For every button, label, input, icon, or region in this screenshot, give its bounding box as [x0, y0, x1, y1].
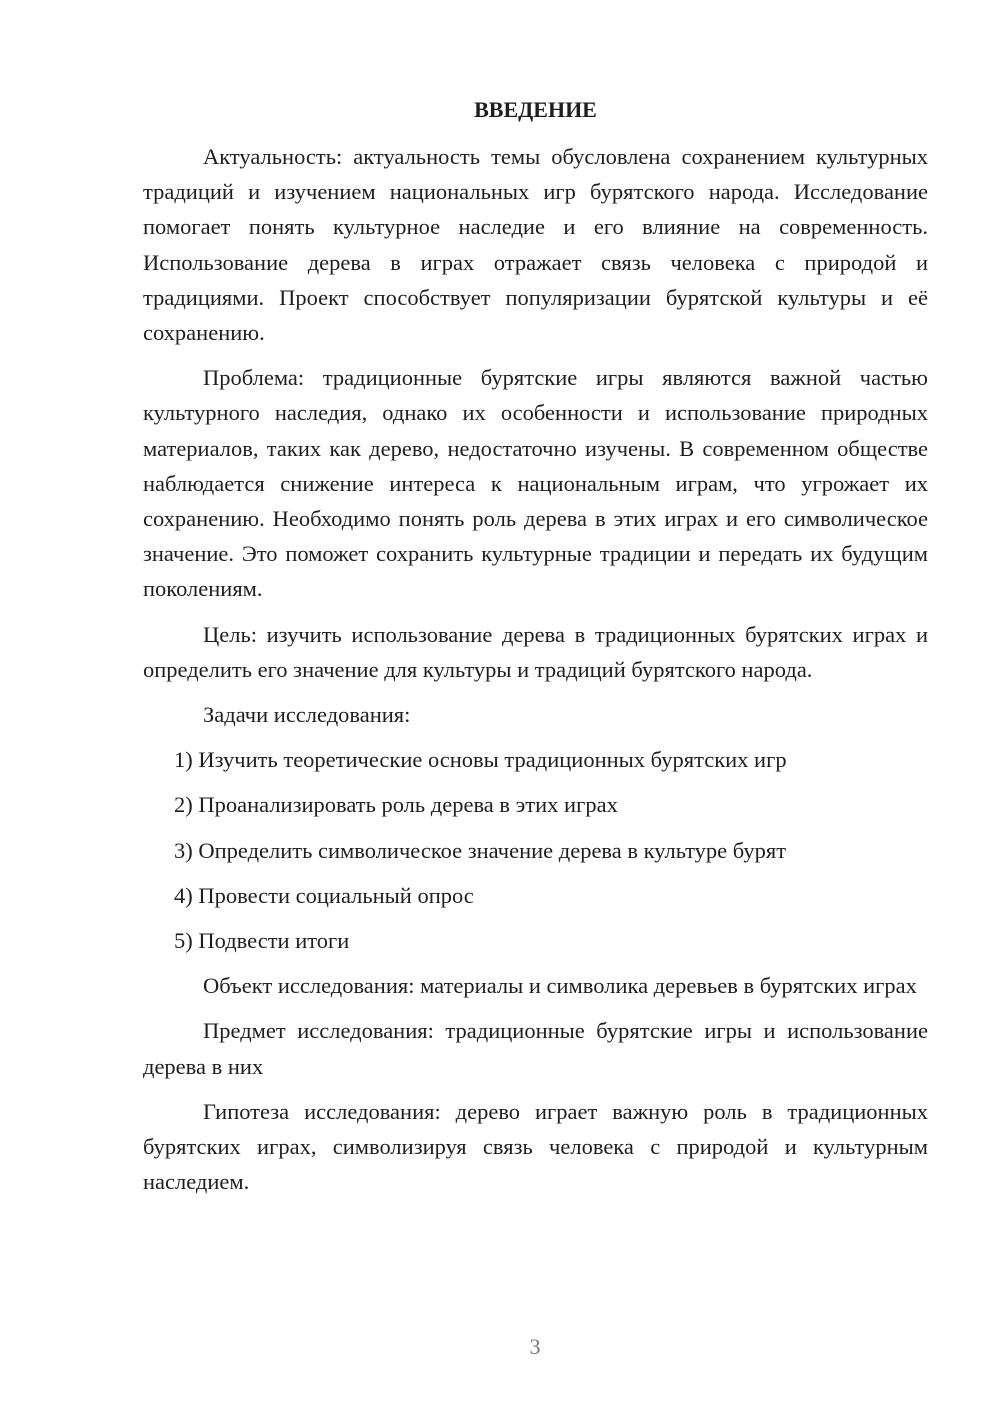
- page-number: 3: [529, 1334, 541, 1359]
- hypothesis-paragraph: Гипотеза исследования: дерево играет важную роль в традиционных бурятских играх, символизируя связь человека с природой и культурным наследием.: [143, 1098, 928, 1195]
- task-item: 5) Подвести итоги: [174, 928, 350, 954]
- relevance-paragraph: Актуальность: актуальность темы обусловлена сохранением культурных традиций и изучением национальных игр бурятского народа. Исследование помогает понять культурное наследие и его влияние на современность. Использование дерева в играх отражает связь человека с природой и традициями. Проект способствует популяризации бурятской культуры и её сохранению.: [143, 144, 928, 346]
- problem-paragraph: Проблема: традиционные бурятские игры являются важной частью культурного наследия, однако их особенности и использование природных материалов, таких как дерево, недостаточно изучены. В современном обществе наблюдается снижение интереса к национальным играм, что угрожает их сохранению. Необходимо понять роль дерева в этих играх и его символическое значение. Это поможет сохранить культурные традиции и передать их будущим поколениям.: [143, 365, 928, 602]
- object-paragraph: Объект исследования: материалы и символика деревьев в бурятских играх: [203, 973, 917, 999]
- task-item: 1) Изучить теоретические основы традиционных бурятских игр: [174, 747, 787, 773]
- tasks-list: [143, 742, 928, 958]
- task-item: 4) Провести социальный опрос: [174, 882, 474, 908]
- task-item: 2) Проанализировать роль дерева в этих играх: [174, 792, 618, 818]
- page-content: [143, 92, 928, 1199]
- section-title: ВВЕДЕНИЕ: [474, 97, 597, 122]
- subject-paragraph: Предмет исследования: традиционные бурятские игры и использование дерева в них: [143, 1018, 928, 1079]
- goal-paragraph: Цель: изучить использование дерева в традиционных бурятских играх и определить его значение для культуры и традиций бурятского народа.: [143, 621, 928, 682]
- task-item: 3) Определить символическое значение дерева в культуре бурят: [174, 837, 787, 863]
- tasks-heading: Задачи исследования:: [203, 702, 411, 728]
